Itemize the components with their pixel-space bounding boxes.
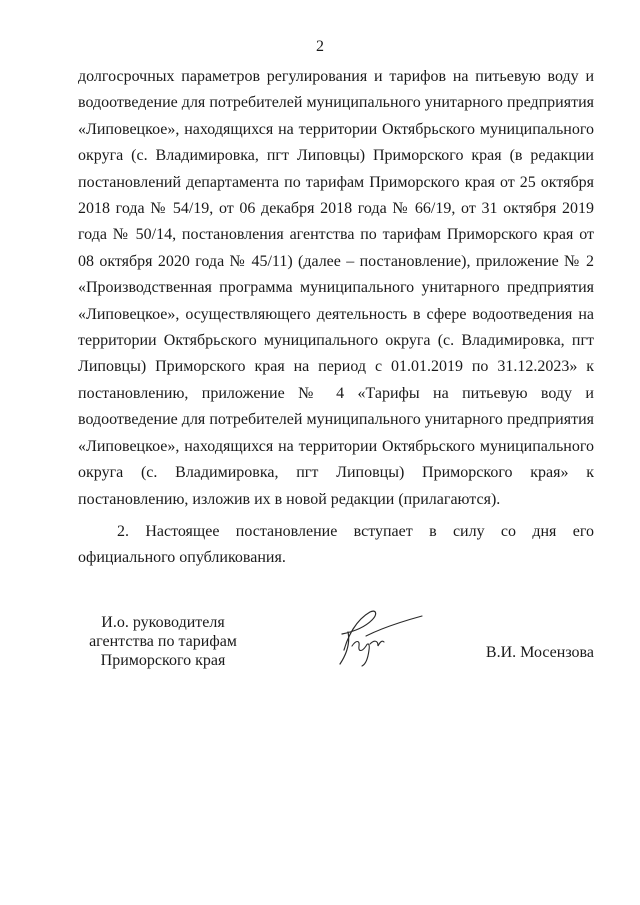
signer-title-line: Приморского края [100,652,226,669]
signer-title [78,613,248,670]
paragraph-effective-date: 2. Настоящее постановление вступает в силу со дня его официального опубликования. [78,522,594,567]
paragraph-continuation: долгосрочных параметров регулирования и тарифов на питьевую воду и водоотведение для потребителей муниципального унитарного предприятия «Липовецкое», находящихся на территории Октябрьского муниципального округа (с. Владимировка, пгт Липовцы) Приморского края (в редакции постановлений департамента по тарифам Приморского края от 25 октября 2018 года № 54/19, от 06 декабря 2018 года № 66/19, от 31 октября 2019 года № 50/14, постановления агентства по тарифам Приморского края от 08 октября 2020 года № 45/11) (далее – постановление), приложение № 2 «Производственная программа муниципального унитарного предприятия «Липовецкое», осуществляющего деятельность в сфере водоотведения на территории Октябрьского муниципального округа (с. Владимировка, пгт Липовцы) Приморского края на период с 01.01.2019 по 31.12.2023» к постановлению, приложение № 4 «Тарифы на питьевую воду и водоотведение для потребителей муниципального унитарного предприятия «Липовецкое», находящихся на территории Октябрьского муниципального округа (с. Владимировка, пгт Липовцы) Приморского края» к постановлению, изложив их в новой редакции (прилагаются). [78,68,594,508]
signer-name: В.И. Мосензова [485,644,594,661]
handwritten-signature [326,606,426,668]
signer-title-line: агентства по тарифам [89,633,237,650]
signer-title-line: И.о. руководителя [101,614,225,631]
document-body [78,64,594,572]
page-number: 2 [316,38,324,55]
